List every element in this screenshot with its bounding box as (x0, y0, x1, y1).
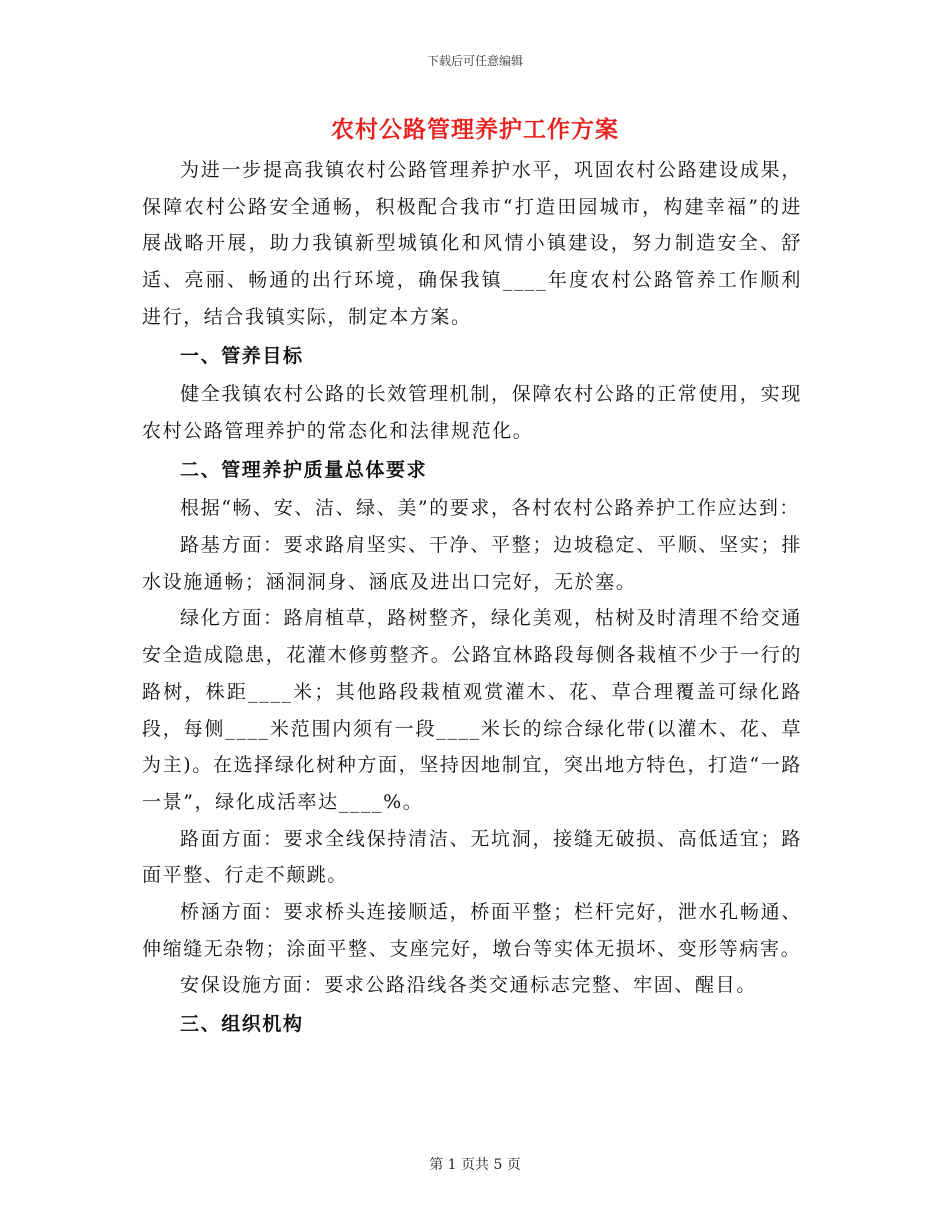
section-heading-organization: 三、组织机构 (180, 1013, 304, 1036)
header-note: 下载后可任意编辑 (426, 54, 523, 68)
greening-paragraph: 绿化方面：路肩植草，路树整齐，绿化美观，枯树及时清理不给交通安全造成隐患，花灌木修剪整齐。公路宜林路段每侧各栽植不少于一行的路树，株距____米；其他路段栽植观赏灌木、花、草合理覆盖可绿化路段，每侧____米范围内须有一段____米长的综合绿化带(以灌木、花、草为主)。在选择绿化树种方面，坚持因地制宜，突出地方特色，打造“一路一景”，绿化成活率达____%。 (142, 607, 802, 813)
quality-paragraph: 根据“畅、安、洁、绿、美”的要求，各村农村公路养护工作应达到： (180, 497, 801, 520)
bridges-paragraph: 桥涵方面：要求桥头连接顺适，桥面平整；栏杆完好，泄水孔畅通、伸缩缝无杂物；涂面平整、支座完好，墩台等实体无损坏、变形等病害。 (142, 901, 802, 960)
goals-paragraph: 健全我镇农村公路的长效管理机制，保障农村公路的正常使用，实现农村公路管理养护的常态化和法律规范化。 (142, 383, 802, 442)
roadbed-paragraph: 路基方面：要求路肩坚实、干净、平整；边坡稳定、平顺、坚实；排水设施通畅；涵洞洞身、涵底及进出口完好，无於塞。 (142, 534, 802, 593)
intro-paragraph: 为进一步提高我镇农村公路管理养护水平，巩固农村公路建设成果，保障农村公路安全通畅，积极配合我市“打造田园城市，构建幸福”的进展战略开展，助力我镇新型城镇化和风情小镇建设，努力制造安全、舒适、亮丽、畅通的出行环境，确保我镇____年度农村公路管养工作顺利进行，结合我镇实际，制定本方案。 (142, 159, 802, 328)
page-number: 第 1 页共 5 页 (429, 1157, 521, 1173)
pavement-paragraph: 路面方面：要求全线保持清洁、无坑洞，接缝无破损、高低适宜；路面平整、行走不颠跳。 (142, 827, 802, 887)
safety-paragraph: 安保设施方面：要求公路沿线各类交通标志完整、牢固、醒目。 (180, 974, 757, 997)
document-body (142, 152, 802, 1045)
document-title: 农村公路管理养护工作方案 (331, 116, 619, 143)
section-heading-quality: 二、管理养护质量总体要求 (180, 458, 428, 481)
section-heading-goals: 一、管养目标 (180, 344, 304, 367)
